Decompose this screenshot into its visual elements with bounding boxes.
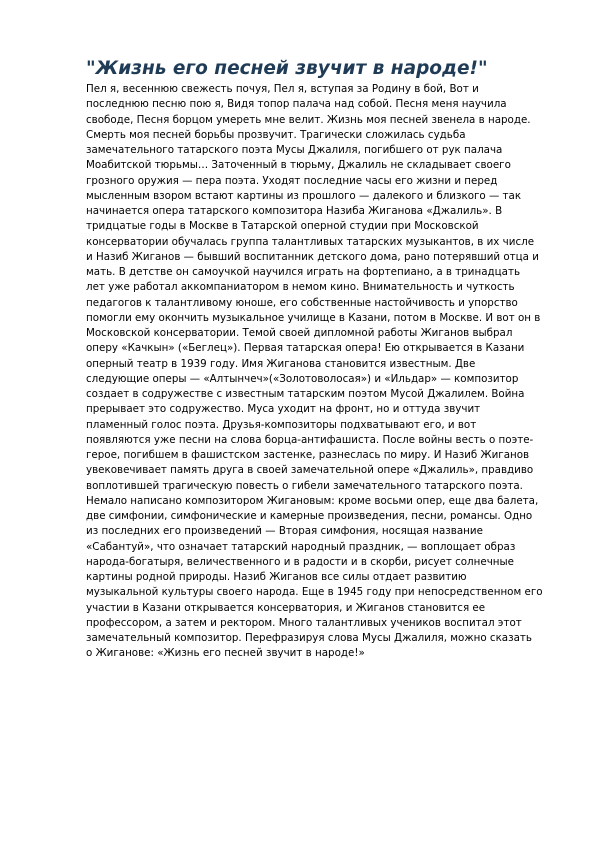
body-line: создает в содружестве с известным татарским поэтом Мусой Джалилем. Война bbox=[86, 388, 525, 400]
body-line: две симфонии, симфонические и камерные произведения, песни, романсы. Одно bbox=[86, 510, 533, 522]
body-line: консерватории обучалась группа талантливых татарских музыкантов, в их числе bbox=[86, 235, 535, 248]
body-line: профессором, а затем и ректором. Много талантливых учеников воспитал этот bbox=[86, 616, 522, 629]
body-line: лет уже работал аккомпаниатором в немом кино. Внимательность и чуткость bbox=[86, 281, 515, 294]
body-line: Пел я, весеннюю свежесть почуя, Пел я, вступая за Родину в бой, Вот и bbox=[86, 83, 479, 95]
body-line: воплотившей трагическую повесть о гибели замечательного татарского поэта. bbox=[86, 479, 523, 492]
body-line: Моабитской тюрьмы… Заточенный в тюрьму, Джалиль не складывает своего bbox=[86, 159, 511, 172]
body-line: Московской консерватории. Темой своей дипломной работы Жиганов выбрал bbox=[86, 327, 513, 339]
body-line: картины родной природы. Назиб Жиганов все силы отдает развитию bbox=[86, 571, 467, 583]
body-line: и Назиб Жиганов — бывший воспитанник детского дома, рано потерявший отца и bbox=[86, 250, 539, 263]
document-title: "Жизнь его песней звучит в народе!" bbox=[86, 58, 488, 79]
body-line: Смерть моя песней борьбы прозвучит. Трагически сложилась судьба bbox=[86, 128, 466, 141]
body-line: из последних его произведений — Вторая симфония, носящая название bbox=[86, 525, 483, 538]
body-line: помогли ему окончить музыкальное училище в Казани, потом в Москве. И вот он в bbox=[86, 311, 541, 324]
body-line: участии в Казани открывается консерватория, и Жиганов становится ее bbox=[86, 601, 486, 614]
body-line: народа-богатыря, величественного и в радости и в скорби, рисует солнечные bbox=[86, 555, 514, 568]
body-line: герое, погибшем в фашистском застенке, разнеслась по миру. И Назиб Жиганов bbox=[86, 449, 530, 461]
body-line: начинается опера татарского композитора Назиба Жиганова «Джалиль». В bbox=[86, 205, 503, 217]
body-line: музыкальной культуры своего народа. Еще в 1945 году при непосредственном его bbox=[86, 586, 543, 599]
body-line: оперный театр в 1939 году. Имя Жиганова становится известным. Две bbox=[86, 357, 476, 370]
body-line: «Сабантуй», что означает татарский народный праздник, — воплощает образ bbox=[86, 540, 516, 553]
body-line: появляются уже песни на слова борца-антифашиста. После войны весть о поэте- bbox=[86, 433, 534, 446]
document-content bbox=[86, 58, 556, 662]
body-line: мать. В детстве он самоучкой научился играть на фортепиано, а в тринадцать bbox=[86, 266, 521, 278]
body-line: педагогов к талантливому юноше, его собственные настойчивость и упорство bbox=[86, 296, 518, 309]
body-line: оперу «Качкын» («Беглец»). Первая татарская опера! Ею открывается в Казани bbox=[86, 342, 525, 355]
body-line: мысленным взором встают картины из прошлого — далекого и близкого — так bbox=[86, 189, 522, 202]
body-line: прерывает это содружество. Муса уходит на фронт, но и оттуда звучит bbox=[86, 403, 481, 416]
body-line: последнюю песню пою я, Видя топор палача над собой. Песня меня научила bbox=[86, 98, 507, 111]
body-line: о Жиганове: «Жизнь его песней звучит в народе!» bbox=[86, 647, 365, 660]
body-line: свободе, Песня борцом умереть мне велит. Жизнь моя песней звенела в народе. bbox=[86, 113, 531, 126]
body-line: замечательный композитор. Перефразируя слова Мусы Джалиля, можно сказать bbox=[86, 632, 532, 644]
body-line: увековечивает память друга в своей замечательной опере «Джалиль», правдиво bbox=[86, 464, 534, 477]
document-body bbox=[86, 82, 556, 662]
body-line: грозного оружия — пера поэта. Уходят последние часы его жизни и перед bbox=[86, 174, 498, 187]
body-line: пламенный голос поэта. Друзья-композиторы подхватывают его, и вот bbox=[86, 418, 477, 431]
body-line: тридцатые годы в Москве в Татарской оперной студии при Московской bbox=[86, 220, 479, 233]
body-line: Немало написано композитором Жигановым: кроме восьми опер, еще два балета, bbox=[86, 494, 539, 507]
body-line: замечательного татарского поэта Мусы Джалиля, погибшего от рук палача bbox=[86, 144, 503, 156]
body-line: следующие оперы — «Алтынчеч»(«Золотоволосая») и «Ильдар» — композитор bbox=[86, 372, 519, 385]
